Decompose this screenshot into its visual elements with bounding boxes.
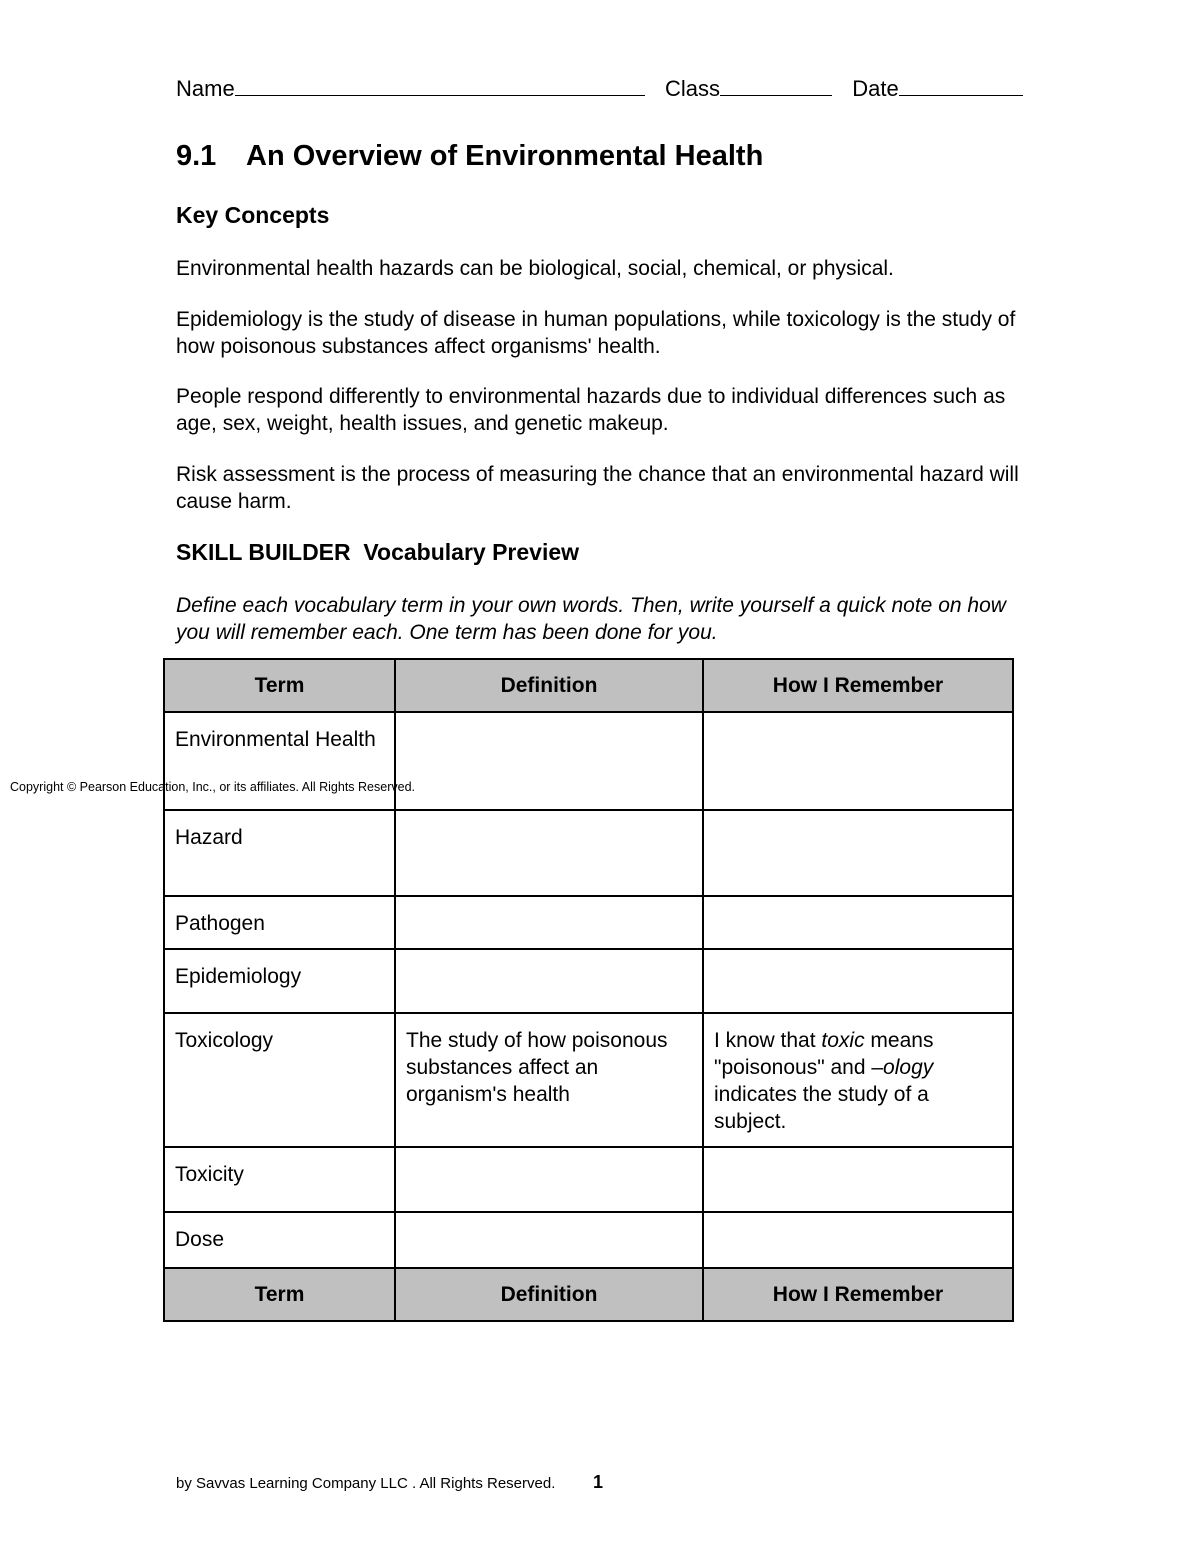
definition-cell[interactable] bbox=[395, 1147, 703, 1212]
table-row bbox=[164, 712, 1013, 810]
term-cell: Toxicity bbox=[164, 1147, 395, 1212]
definition-cell[interactable]: The study of how poisonous substances affect an organism's health bbox=[395, 1013, 703, 1147]
copyright-notice: Copyright © Pearson Education, Inc., or its affiliates. All Rights Reserved. bbox=[10, 780, 416, 794]
key-concepts-heading: Key Concepts bbox=[176, 202, 330, 228]
column-header-definition: Definition bbox=[395, 659, 703, 712]
definition-cell[interactable] bbox=[395, 810, 703, 896]
term-cell: Toxicology bbox=[164, 1013, 395, 1147]
column-header-term: Term bbox=[164, 659, 395, 712]
class-blank[interactable] bbox=[720, 77, 832, 96]
remember-cell[interactable] bbox=[703, 1013, 1013, 1147]
table-row bbox=[164, 1013, 1013, 1147]
table-row bbox=[164, 949, 1013, 1013]
table-header-row bbox=[164, 659, 1013, 712]
definition-cell[interactable] bbox=[395, 949, 703, 1013]
column-footer-term: Term bbox=[164, 1268, 395, 1321]
remember-cell[interactable] bbox=[703, 810, 1013, 896]
remember-cell[interactable] bbox=[703, 949, 1013, 1013]
key-concept-paragraph: Epidemiology is the study of disease in human populations, while toxicology is the study of how poisonous substances affect organisms' health. bbox=[176, 308, 1016, 358]
remember-text: I know that bbox=[714, 1029, 822, 1052]
name-label: Name bbox=[176, 76, 235, 101]
footer-text: by Savvas Learning Company LLC . All Rights Reserved. bbox=[176, 1475, 556, 1492]
key-concept-paragraph: Environmental health hazards can be biological, social, chemical, or physical. bbox=[176, 257, 894, 280]
definition-cell[interactable] bbox=[395, 1212, 703, 1268]
table-row bbox=[164, 1212, 1013, 1268]
remember-text-italic: ology bbox=[883, 1056, 934, 1079]
remember-cell[interactable] bbox=[703, 1147, 1013, 1212]
page-title bbox=[176, 140, 763, 173]
term-cell: Dose bbox=[164, 1212, 395, 1268]
table-footer-row bbox=[164, 1268, 1013, 1321]
remember-text: means "poisonous" and – bbox=[714, 1029, 934, 1079]
term-cell: Epidemiology bbox=[164, 949, 395, 1013]
column-footer-definition: Definition bbox=[395, 1268, 703, 1321]
column-footer-remember: How I Remember bbox=[703, 1268, 1013, 1321]
term-cell: Environmental Health bbox=[164, 712, 395, 810]
definition-cell[interactable] bbox=[395, 896, 703, 949]
vocabulary-table bbox=[163, 658, 1014, 1322]
term-cell: Pathogen bbox=[164, 896, 395, 949]
student-info-line bbox=[176, 76, 1023, 102]
table-row bbox=[164, 1147, 1013, 1212]
remember-cell[interactable] bbox=[703, 1212, 1013, 1268]
skill-builder-instructions: Define each vocabulary term in your own words. Then, write yourself a quick note on how you will remember each. One term has been done for you. bbox=[176, 594, 1006, 644]
name-blank[interactable] bbox=[235, 77, 645, 96]
key-concept-paragraph: Risk assessment is the process of measuring the chance that an environmental hazard will cause harm. bbox=[176, 463, 1019, 513]
skill-builder-heading: SKILL BUILDER Vocabulary Preview bbox=[176, 539, 580, 565]
remember-text-italic: toxic bbox=[821, 1029, 865, 1052]
section-number: 9.1 bbox=[176, 140, 217, 172]
table-row bbox=[164, 810, 1013, 896]
remember-cell[interactable] bbox=[703, 712, 1013, 810]
definition-cell[interactable] bbox=[395, 712, 703, 810]
table-row bbox=[164, 896, 1013, 949]
column-header-remember: How I Remember bbox=[703, 659, 1013, 712]
remember-cell[interactable] bbox=[703, 896, 1013, 949]
remember-text: indicates the study of a subject. bbox=[714, 1083, 929, 1133]
date-label: Date bbox=[852, 76, 899, 101]
page-number: 1 bbox=[593, 1472, 604, 1492]
class-label: Class bbox=[664, 76, 720, 101]
section-title: An Overview of Environmental Health bbox=[246, 140, 764, 172]
term-cell: Hazard bbox=[164, 810, 395, 896]
date-blank[interactable] bbox=[899, 77, 1023, 96]
key-concept-paragraph: People respond differently to environmental hazards due to individual differences such as age, sex, weight, health issues, and genetic makeup. bbox=[176, 385, 1006, 435]
